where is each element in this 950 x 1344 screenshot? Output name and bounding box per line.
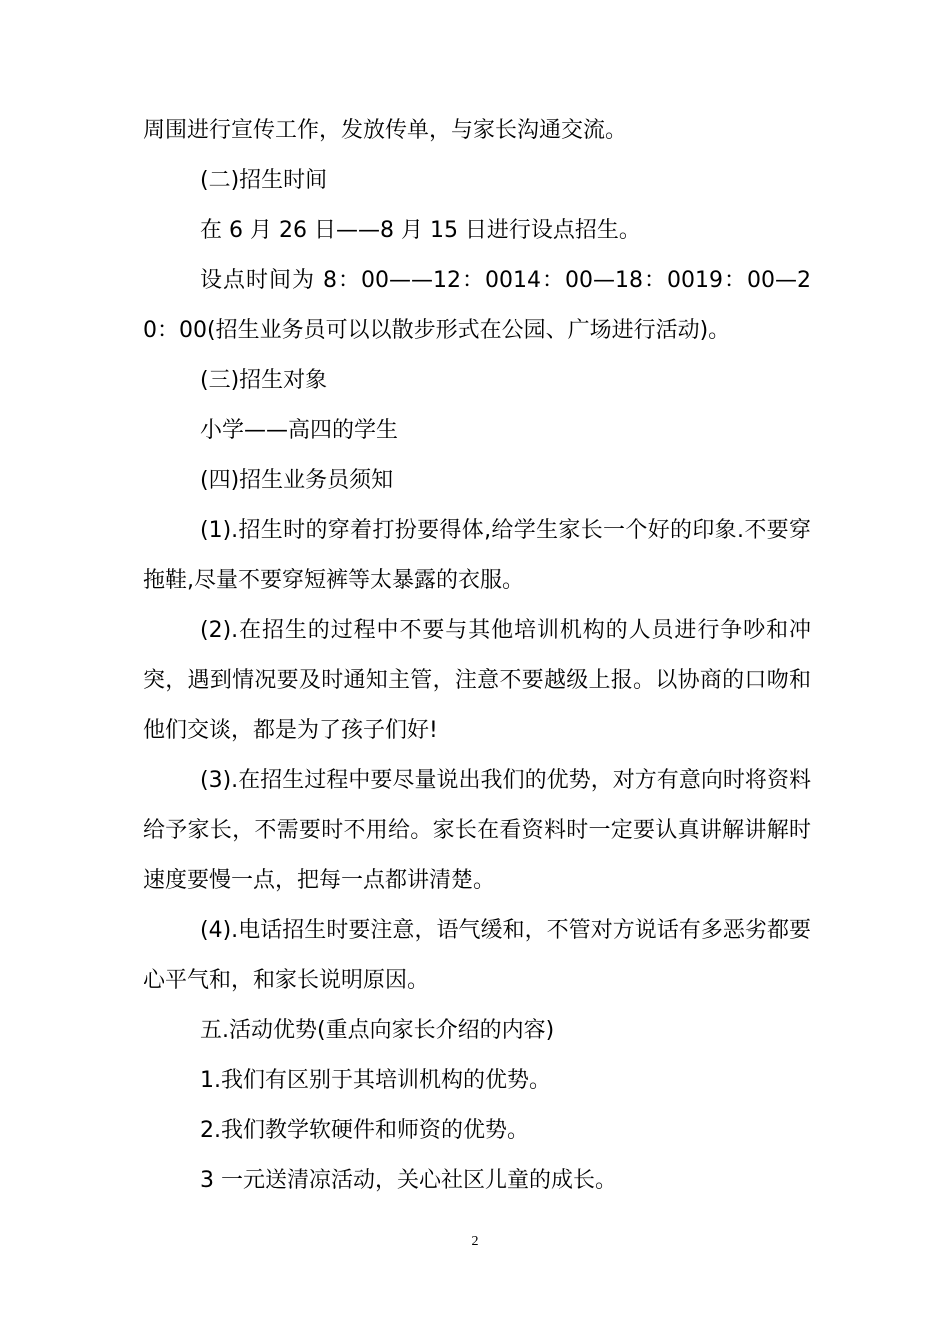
advantage-item-3: 3 一元送清凉活动，关心社区儿童的成长。 xyxy=(200,1168,617,1193)
paragraph-enrollment-dates: 在 6 月 26 日——8 月 15 日进行设点招生。 xyxy=(200,218,641,243)
guideline-item-4: (4).电话招生时要注意，语气缓和，不管对方说话有多恶劣都要心平气和，和家长说明原因。 xyxy=(143,918,811,993)
guideline-item-3: (3).在招生过程中要尽量说出我们的优势，对方有意向时将资料给予家长，不需要时不用给。家长在看资料时一定要认真讲解讲解时速度要慢一点，把每一点都讲清楚。 xyxy=(143,768,811,893)
advantage-item-1: 1.我们有区别于其培训机构的优势。 xyxy=(200,1068,551,1093)
paragraph-booth-hours: 设点时间为 8：00——12：0014：00—18：0019：00—20：00(招生业务员可以以散步形式在公园、广场进行活动)。 xyxy=(143,268,811,343)
page-number: 2 xyxy=(471,1234,479,1249)
paragraph-target-students: 小学——高四的学生 xyxy=(200,418,399,443)
heading-staff-guidelines: (四)招生业务员须知 xyxy=(200,468,394,493)
heading-activity-advantages: 五.活动优势(重点向家长介绍的内容) xyxy=(200,1018,555,1043)
advantage-item-2: 2.我们教学软硬件和师资的优势。 xyxy=(200,1118,529,1143)
heading-enrollment-target: (三)招生对象 xyxy=(200,368,328,393)
document-body xyxy=(143,106,811,1206)
heading-enrollment-time: (二)招生时间 xyxy=(200,168,328,193)
paragraph-1: 周围进行宣传工作，发放传单，与家长沟通交流。 xyxy=(143,118,628,143)
guideline-item-1: (1).招生时的穿着打扮要得体,给学生家长一个好的印象.不要穿拖鞋,尽量不要穿短裤等太暴露的衣服。 xyxy=(143,518,811,593)
guideline-item-2: (2).在招生的过程中不要与其他培训机构的人员进行争吵和冲突，遇到情况要及时通知主管，注意不要越级上报。以协商的口吻和他们交谈，都是为了孩子们好! xyxy=(143,618,811,743)
